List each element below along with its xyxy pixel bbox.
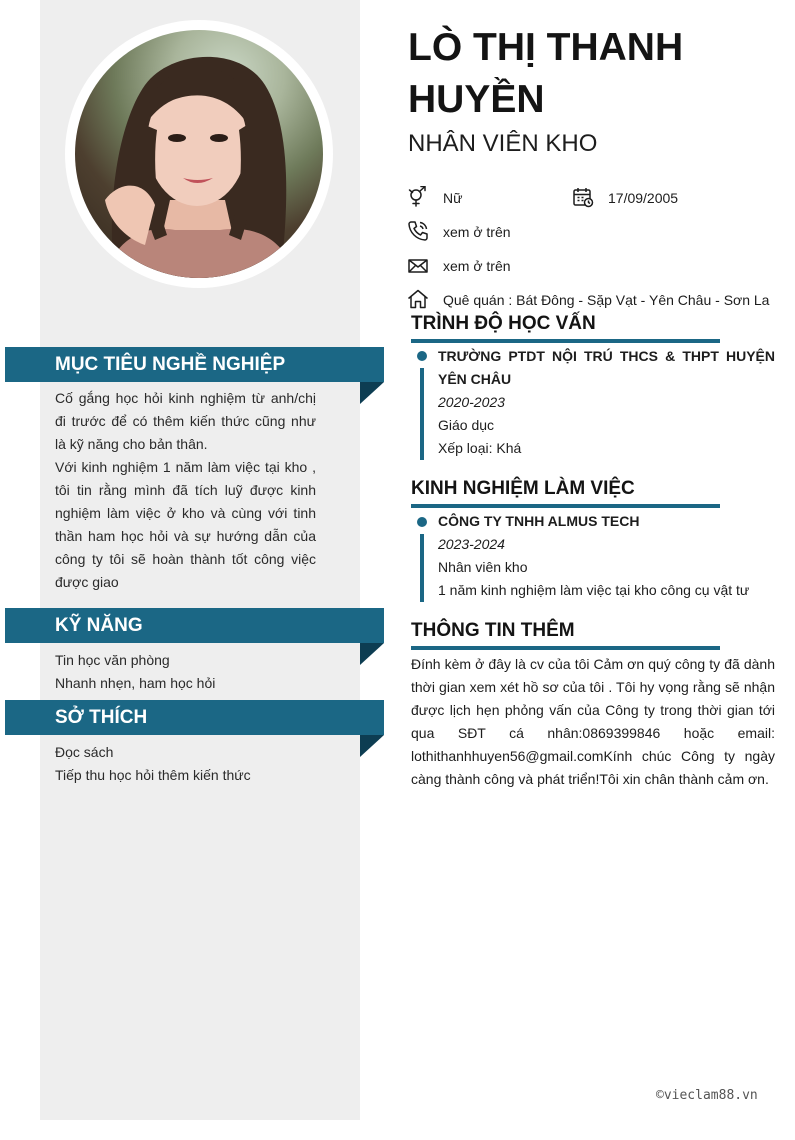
phone-value: xem ở trên xyxy=(443,224,511,240)
experience-title: KINH NGHIỆM LÀM VIỆC xyxy=(411,478,635,499)
objective-paragraph: Cố gắng học hỏi kinh nghiệm từ anh/chị đi trước để có thêm kiến thức cũng như là kỹ năng cho bản thân. xyxy=(55,390,316,452)
calendar-icon xyxy=(572,186,594,208)
skills-title: KỸ NĂNG xyxy=(55,615,143,636)
gender-value: Nữ xyxy=(443,190,463,206)
additional-title: THÔNG TIN THÊM xyxy=(411,620,575,641)
skills-list xyxy=(55,649,316,695)
timeline-line xyxy=(420,368,424,460)
objective-paragraph: Với kinh nghiệm 1 năm làm việc tại kho , tôi tin rằng mình đã tích luỹ được kinh nghiệm làm việc ở kho và cùng với tinh thần ham học hỏi và sự hướng dẫn của công ty tôi sẽ hoàn thành tốt công việc được giao xyxy=(55,459,316,590)
objective-text xyxy=(55,387,316,594)
watermark: ©vieclam88.vn xyxy=(656,1088,758,1103)
education-grade: Xếp loại: Khá xyxy=(438,440,522,456)
home-icon xyxy=(407,288,429,310)
job-title: NHÂN VIÊN KHO xyxy=(408,130,598,157)
hobby-item: Tiếp thu học hỏi thêm kiến thức xyxy=(55,767,251,783)
timeline-dot xyxy=(417,517,427,527)
avatar xyxy=(75,30,323,278)
experience-period: 2023-2024 xyxy=(438,536,505,552)
education-title: TRÌNH ĐỘ HỌC VẤN xyxy=(411,313,596,334)
hobby-item: Đọc sách xyxy=(55,744,114,760)
education-major: Giáo dục xyxy=(438,417,495,433)
skills-band-fold xyxy=(360,643,384,665)
objective-title: MỤC TIÊU NGHỀ NGHIỆP xyxy=(55,354,286,375)
experience-description: 1 năm kinh nghiệm làm việc tại kho công cụ vật tư xyxy=(438,582,750,598)
education-rule xyxy=(411,339,720,343)
mail-icon xyxy=(407,255,429,277)
education-entry xyxy=(438,345,775,460)
skill-item: Tin học văn phòng xyxy=(55,652,170,668)
candidate-name: LÒ THỊ THANH HUYỀN xyxy=(408,26,684,121)
profile-photo xyxy=(75,30,323,278)
company-name: CÔNG TY TNHH ALMUS TECH xyxy=(438,513,640,529)
education-period: 2020-2023 xyxy=(438,394,505,410)
timeline-line xyxy=(420,534,424,602)
address-value: Quê quán : Bát Đông - Sặp Vạt - Yên Châu - Sơn La xyxy=(443,292,770,308)
school-name: TRƯỜNG PTDT NỘI TRÚ THCS & THPT HUYỆN YÊN CHÂU xyxy=(438,348,775,387)
phone-icon xyxy=(407,220,429,242)
experience-position: Nhân viên kho xyxy=(438,559,528,575)
hobbies-band-fold xyxy=(360,735,384,757)
skill-item: Nhanh nhẹn, ham học hỏi xyxy=(55,675,216,691)
hobbies-title: SỞ THÍCH xyxy=(55,707,148,728)
birthday-value: 17/09/2005 xyxy=(608,190,679,206)
hobbies-list xyxy=(55,741,316,787)
timeline-dot xyxy=(417,351,427,361)
experience-entry xyxy=(438,510,775,602)
additional-rule xyxy=(411,646,720,650)
gender-icon xyxy=(407,186,429,208)
objective-band-fold xyxy=(360,382,384,404)
additional-text: Đính kèm ở đây là cv của tôi Cảm ơn quý công ty đã dành thời gian xem xét hồ sơ của tôi . Tôi hy vọng rằng sẽ nhận được lịch hẹn phỏng vấn của Công ty trong thời gian tới qua SĐT cá nhân:0869399846 hoặc email: lothithanhhuyen56@gmail.comKính chúc Công ty ngày càng thành công và phát triển!Tôi xin chân thành cảm ơn. xyxy=(411,656,775,787)
email-value: xem ở trên xyxy=(443,258,511,274)
experience-rule xyxy=(411,504,720,508)
